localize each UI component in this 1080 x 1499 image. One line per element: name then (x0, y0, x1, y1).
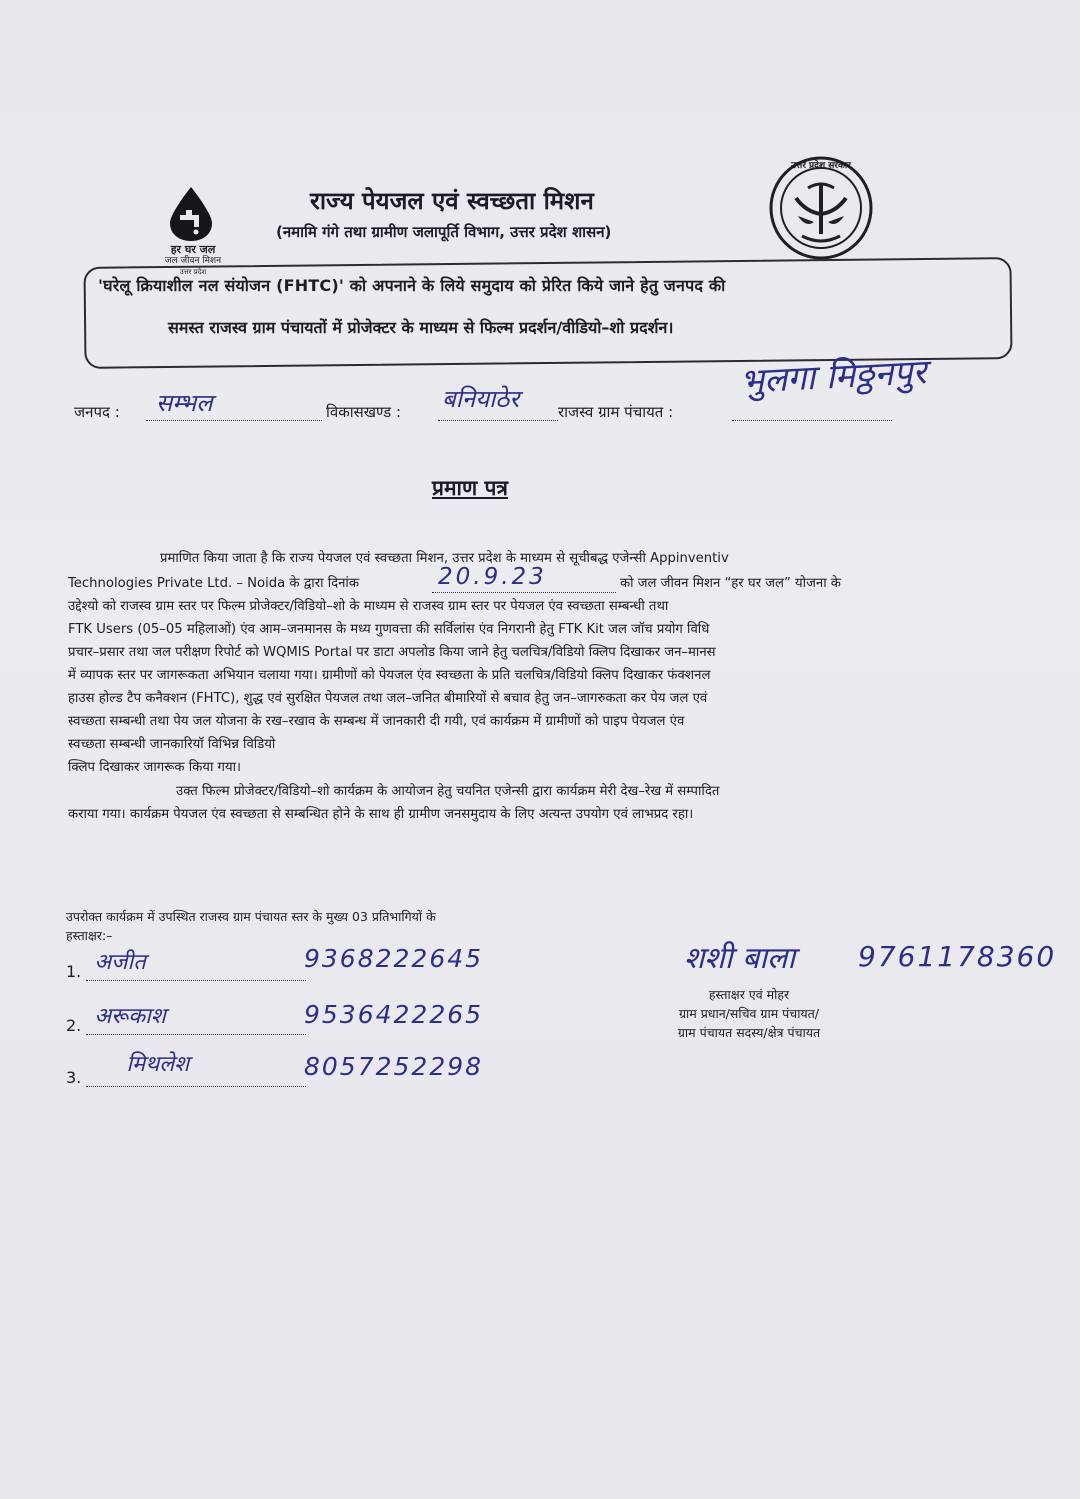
banner-line-2: समस्त राजस्व ग्राम पंचायतों में प्रोजेक्टर के माध्यम से फिल्म प्रदर्शन/वीडियो–शो प्रदर्शन। (168, 318, 674, 337)
participants-intro-1: उपरोक्त कार्यक्रम में उपस्थित राजस्व ग्राम पंचायत स्तर के मुख्य 03 प्रतिभागियों के (66, 909, 436, 924)
water-drop-icon (166, 185, 216, 243)
para1-line-2a: Technologies Private Ltd. – Noida के द्वारा दिनांक (68, 576, 359, 591)
para1-line-4: FTK Users (05–05 महिलाओं) एंव आम–जनमानस के मध्य गुणवत्ता की सर्विलांस एंव निगरानी हेतु FTK Kit जल जॉच प्रयोग विधि (68, 622, 710, 637)
logo-caption-1: हर घर जल (170, 243, 216, 256)
para1-line-5: प्रचार–प्रसार तथा जल परीक्षण रिपोर्ट को WQMIS Portal पर डाटा अपलोड किया जाने हेतु चलचित्र/विडियो क्लिप दिखाकर जन–मानस (68, 645, 716, 660)
para1-line-6: में व्यापक स्तर पर जागरूकता अभियान चलाया गया। ग्रामीणों को पेयजल एंव स्वच्छता के प्रति चलचित्र/विडियो क्लिप दिखाकर फंक्शनल (68, 668, 711, 683)
authority-label-1: हस्ताक्षर एवं मोहर (708, 987, 790, 1002)
participants-intro-2: हस्ताक्षर:– (66, 928, 113, 943)
block-value: बनियाठेर (442, 385, 520, 413)
para2-line-2: कराया गया। कार्यक्रम पेयजल एंव स्वच्छता से सम्बन्धित होने के साथ ही ग्रामीण जनसमुदाय के लिए अत्यन्त उपयोग एवं लाभप्रद रहा। (68, 807, 694, 822)
panchayat-label: राजस्व ग्राम पंचायत : (558, 403, 674, 421)
block-field (438, 385, 558, 421)
panchayat-value: भुलगा मिठ्ठनपुर (739, 352, 928, 402)
up-government-emblem (766, 154, 876, 262)
participant-row-2 (66, 1004, 306, 1035)
participant-row-1 (66, 950, 306, 981)
para2-line-1: उक्त फिल्म प्रोजेक्टर/विडियो–शो कार्यक्रम के आयोजन हेतु चयनित एजेन्सी द्वारा कार्यक्रम मेरी देख–रेख में सम्पादित (176, 784, 720, 799)
logo-caption-3: उत्तर प्रदेश (179, 268, 207, 276)
emblem-text: उत्तर प्रदेश सरकार (791, 161, 851, 171)
participant-phone: 9368222645 (304, 944, 484, 973)
participant-name: मिथलेश (126, 1052, 190, 1077)
district-value: सम्भल (156, 389, 213, 417)
date-value: 20.9.23 (438, 564, 547, 590)
participant-index: 1. (66, 962, 82, 981)
para1-line-7: हाउस होल्ड टैप कनैक्शन (FHTC), शुद्ध एवं सुरक्षित पेयजल तथा जल–जनित बीमारियों से बचाव हेतु जन–जागरुकता कर पेय जल एवं (68, 691, 708, 706)
para1-line-8: स्वच्छता सम्बन्धी तथा पेय जल योजना के रख–रखाव के सम्बन्ध में जानकारी दी गयी, एवं कार्यक्रम में ग्रामीणों को पाइप पेयजल एंव (68, 714, 685, 729)
para1-line-2b: को जल जीवन मिशन “हर घर जल” योजना के (620, 576, 841, 591)
authority-block (644, 985, 854, 1042)
participant-name: अरूकाश (94, 1004, 166, 1029)
district-field (146, 390, 322, 421)
page-title: राज्य पेयजल एवं स्वच्छता मिशन (310, 187, 594, 215)
logo-caption-2: जल जीवन मिशन (164, 256, 222, 266)
participant-index: 2. (66, 1016, 82, 1035)
authority-phone: 9761178360 (858, 940, 1057, 973)
authority-signature: शशी बाला (684, 941, 796, 976)
para1-line-1: प्रमाणित किया जाता है कि राज्य पेयजल एवं स्वच्छता मिशन, उत्तर प्रदेश के माध्यम से सूचीबद्ध एजेन्सी Appinventiv (160, 551, 729, 566)
participant-index: 3. (66, 1068, 82, 1087)
para1-line-3: उद्देश्यो को राजस्व ग्राम स्तर पर फिल्म प्रोजेक्टर/विडियो–शो के माध्यम से राजस्व ग्राम स्तर पर पेयजल एंव स्वच्छता सम्बन्धी तथा (68, 599, 669, 614)
participant-phone: 9536422265 (304, 1000, 484, 1029)
para1-line-9: स्वच्छता सम्बन्धी जानकारियॉ विभिन्न विडियो (68, 737, 276, 752)
district-label: जनपद : (74, 403, 120, 421)
page-subtitle: (नमामि गंगे तथा ग्रामीण जलापूर्ति विभाग, उत्तर प्रदेश शासन) (276, 223, 612, 241)
authority-label-2: ग्राम प्रधान/सचिव ग्राम पंचायत/ (678, 1006, 820, 1021)
block-label: विकासखण्ड : (326, 403, 402, 421)
participant-name: अजीत (94, 950, 146, 975)
authority-label-3: ग्राम पंचायत सदस्य/क्षेत्र पंचायत (677, 1025, 821, 1040)
participant-row-3 (66, 1052, 306, 1087)
participant-phone: 8057252298 (304, 1052, 484, 1081)
certificate-heading: प्रमाण पत्र (432, 476, 508, 500)
date-field (432, 564, 616, 593)
banner-line-1: 'घरेलू क्रियाशील नल संयोजन (FHTC)' को अपनाने के लिये समुदाय को प्रेरित किये जाने हेतु जनपद की (98, 276, 726, 295)
para1-line-10: क्लिप दिखाकर जागरूक किया गया। (68, 760, 242, 775)
